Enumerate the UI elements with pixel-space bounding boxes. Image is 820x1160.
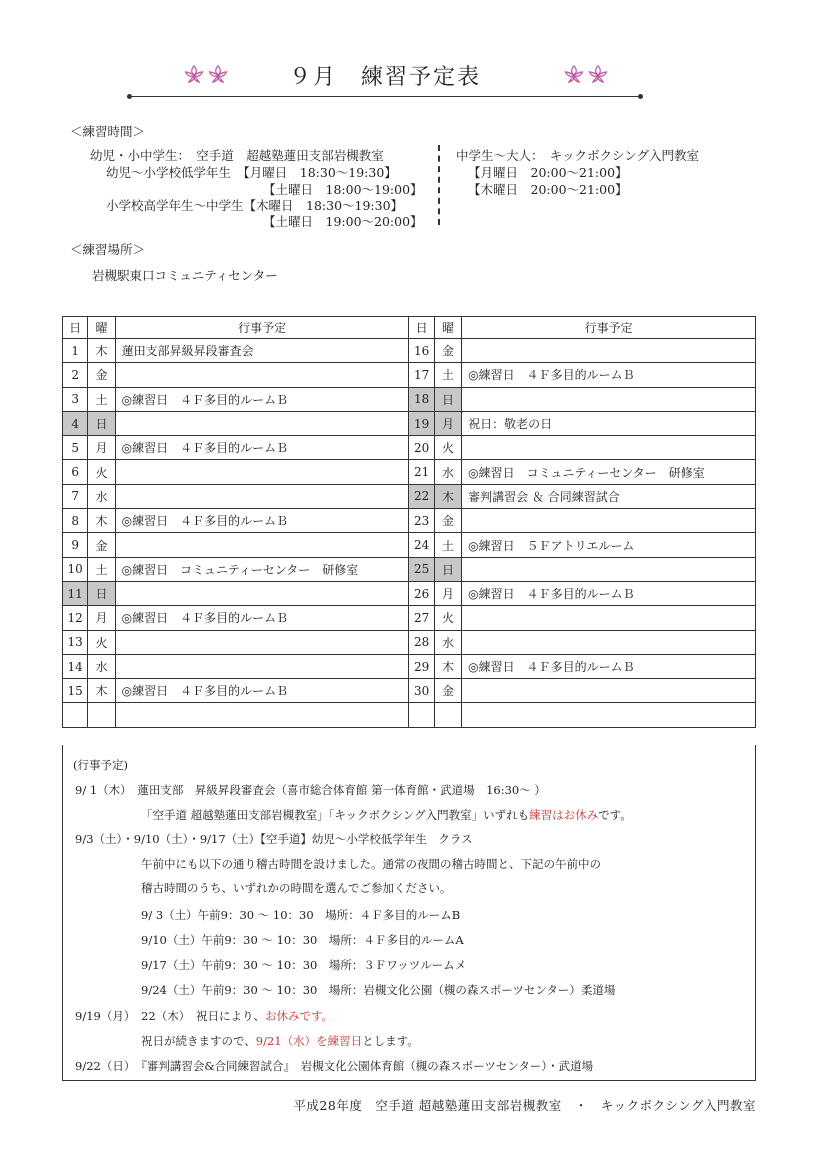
day-cell: 15 — [63, 679, 88, 703]
header-day: 日 — [409, 317, 434, 339]
weekday-cell: 火 — [88, 460, 115, 484]
day-cell: 28 — [409, 630, 434, 654]
table-row — [63, 533, 756, 557]
event-cell: 蓮田支部昇級昇段審査会 — [115, 339, 409, 363]
note-line: 9/10（土）午前9：30 ～ 10：30 場所：４Ｆ多目的ルームA — [141, 933, 464, 947]
time-line-1: 幼児・小中学生： 空手道 超越塾蓮田支部岩槻教室 — [90, 148, 384, 163]
header-weekday: 曜 — [434, 317, 461, 339]
table-row — [63, 460, 756, 484]
weekday-cell: 木 — [88, 339, 115, 363]
table-row — [63, 703, 756, 727]
weekday-cell: 金 — [88, 533, 115, 557]
day-cell: 11 — [63, 581, 88, 605]
weekday-cell: 木 — [88, 679, 115, 703]
event-cell — [462, 339, 756, 363]
day-cell: 3 — [63, 387, 88, 411]
day-cell: 16 — [409, 339, 434, 363]
time-line-4: 小学校高学年生～中学生【木曜日 18:30～19:30】 — [106, 198, 404, 213]
day-cell: 10 — [63, 557, 88, 581]
weekday-cell: 土 — [434, 533, 461, 557]
header-weekday: 曜 — [88, 317, 115, 339]
weekday-cell — [88, 703, 115, 727]
day-cell: 20 — [409, 436, 434, 460]
notes-heading: (行事予定) — [73, 758, 128, 772]
note-line: 9/ 3（土）午前9：30 ～ 10：30 場所：４Ｆ多目的ルームB — [141, 908, 461, 922]
weekday-cell: 月 — [434, 581, 461, 605]
table-row — [63, 606, 756, 630]
event-cell — [462, 509, 756, 533]
day-cell: 7 — [63, 484, 88, 508]
day-cell: 4 — [63, 411, 88, 435]
weekday-cell: 水 — [434, 630, 461, 654]
day-cell: 14 — [63, 654, 88, 678]
weekday-cell: 土 — [88, 387, 115, 411]
note-text: とします。 — [362, 1034, 419, 1048]
table-header-row — [63, 317, 756, 339]
table-row — [63, 509, 756, 533]
day-cell: 8 — [63, 509, 88, 533]
event-cell — [462, 703, 756, 727]
event-cell: ◎練習日 コミュニティーセンター 研修室 — [115, 557, 409, 581]
event-cell — [115, 484, 409, 508]
day-cell: 21 — [409, 460, 434, 484]
table-row — [63, 387, 756, 411]
event-cell: 祝日：敬老の日 — [462, 411, 756, 435]
time-line-5: 【土曜日 19:00～20:00】 — [263, 214, 423, 229]
header-event: 行事予定 — [115, 317, 409, 339]
event-cell — [462, 606, 756, 630]
event-cell — [462, 436, 756, 460]
table-row — [63, 679, 756, 703]
table-row — [63, 484, 756, 508]
day-cell: 26 — [409, 581, 434, 605]
note-highlight: 練習はお休み — [529, 808, 599, 822]
event-cell: ◎練習日 ４Ｆ多目的ルームＢ — [115, 606, 409, 630]
table-row — [63, 363, 756, 387]
weekday-cell: 木 — [434, 654, 461, 678]
kick-line-3: 【木曜日 20:00～21:00】 — [468, 182, 628, 197]
header-day: 日 — [63, 317, 88, 339]
weekday-cell: 日 — [88, 411, 115, 435]
event-cell: ◎練習日 ４Ｆ多目的ルームＢ — [115, 387, 409, 411]
note-line — [75, 1008, 333, 1024]
weekday-cell: 月 — [434, 411, 461, 435]
event-cell — [462, 630, 756, 654]
event-cell: ◎練習日 コミュニティーセンター 研修室 — [462, 460, 756, 484]
time-line-3: 【土曜日 18:00～19:00】 — [263, 182, 423, 197]
schedule-table — [62, 316, 756, 728]
day-cell: 1 — [63, 339, 88, 363]
event-cell — [115, 581, 409, 605]
event-cell — [115, 363, 409, 387]
note-line: 9/3（土）・9/10（土）・9/17（土）【空手道】幼児～小学校低学年生 クラス — [75, 832, 473, 846]
day-cell: 2 — [63, 363, 88, 387]
event-cell — [115, 460, 409, 484]
title-underline — [130, 96, 640, 97]
table-row — [63, 654, 756, 678]
weekday-cell: 月 — [88, 436, 115, 460]
event-cell — [115, 703, 409, 727]
event-cell: ◎練習日 ４Ｆ多目的ルームＢ — [115, 679, 409, 703]
page-title: ９月 練習予定表 — [288, 65, 481, 90]
note-text: 祝日が続きますので、 — [141, 1034, 256, 1048]
weekday-cell: 金 — [88, 363, 115, 387]
table-row — [63, 581, 756, 605]
weekday-cell: 木 — [88, 509, 115, 533]
title-block — [130, 52, 640, 100]
event-cell: ◎練習日 ４Ｆ多目的ルームＢ — [462, 363, 756, 387]
weekday-cell: 月 — [88, 606, 115, 630]
weekday-cell: 火 — [434, 436, 461, 460]
table-row — [63, 339, 756, 363]
time-line-2: 幼児～小学校低学年生 【月曜日 18:30～19:30】 — [106, 165, 397, 180]
weekday-cell — [434, 703, 461, 727]
event-cell: 審判講習会 ＆ 合同練習試合 — [462, 484, 756, 508]
note-line: 9/17（土）午前9：30 ～ 10：30 場所：３Ｆワッツルームメ — [141, 958, 467, 972]
column-divider — [438, 145, 440, 225]
weekday-cell: 日 — [88, 581, 115, 605]
weekday-cell: 水 — [434, 460, 461, 484]
event-cell: ◎練習日 ４Ｆ多目的ルームＢ — [462, 581, 756, 605]
weekday-cell: 金 — [434, 679, 461, 703]
event-cell: ◎練習日 ４Ｆ多目的ルームＢ — [115, 436, 409, 460]
weekday-cell: 水 — [88, 484, 115, 508]
place-name: 岩槻駅東口コミュニティセンター — [92, 268, 278, 283]
note-highlight: お休みです。 — [264, 1009, 334, 1023]
note-text: 「空手道 超越塾蓮田支部岩槻教室」「キックボクシング入門教室」いずれも — [141, 808, 530, 822]
day-cell: 22 — [409, 484, 434, 508]
weekday-cell: 火 — [434, 606, 461, 630]
note-line — [141, 807, 632, 823]
footer: 平成28年度 空手道 超越塾蓮田支部岩槻教室 ・ キックボクシング入門教室 — [293, 1098, 756, 1113]
day-cell: 9 — [63, 533, 88, 557]
day-cell — [63, 703, 88, 727]
table-row — [63, 411, 756, 435]
event-cell — [115, 630, 409, 654]
event-cell — [462, 557, 756, 581]
section-heading-place: ＜練習場所＞ — [70, 242, 146, 257]
note-line — [141, 1033, 419, 1049]
notes-box — [62, 745, 756, 1081]
event-cell: ◎練習日 ４Ｆ多目的ルームＢ — [462, 654, 756, 678]
day-cell: 5 — [63, 436, 88, 460]
table-row — [63, 557, 756, 581]
day-cell: 12 — [63, 606, 88, 630]
day-cell: 30 — [409, 679, 434, 703]
note-line: 9/22（日） 『審判講習会&合同練習試合』 岩槻文化公園体育館（槻の森スポーツセンター）・武道場 — [75, 1059, 594, 1073]
event-cell: ◎練習日 ５Ｆアトリエルーム — [462, 533, 756, 557]
event-cell — [462, 679, 756, 703]
day-cell: 19 — [409, 411, 434, 435]
weekday-cell: 金 — [434, 339, 461, 363]
note-highlight: 9/21（水）を練習日 — [255, 1034, 363, 1048]
note-line: 午前中にも以下の通り稽古時間を設けました。通常の夜間の稽古時間と、下記の午前中の — [141, 857, 601, 871]
weekday-cell: 日 — [434, 557, 461, 581]
kick-line-2: 【月曜日 20:00～21:00】 — [468, 165, 628, 180]
day-cell — [409, 703, 434, 727]
day-cell: 18 — [409, 387, 434, 411]
weekday-cell: 金 — [434, 509, 461, 533]
event-cell — [462, 387, 756, 411]
day-cell: 29 — [409, 654, 434, 678]
note-text: 9/19（月） 22（木） 祝日により、 — [75, 1009, 265, 1023]
event-cell — [115, 411, 409, 435]
note-text: です。 — [598, 808, 632, 822]
table-row — [63, 436, 756, 460]
weekday-cell: 木 — [434, 484, 461, 508]
event-cell — [115, 533, 409, 557]
day-cell: 24 — [409, 533, 434, 557]
weekday-cell: 水 — [88, 654, 115, 678]
flower-ornament-right-icon — [560, 60, 612, 90]
day-cell: 23 — [409, 509, 434, 533]
day-cell: 25 — [409, 557, 434, 581]
header-event: 行事予定 — [462, 317, 756, 339]
note-line: 9/24（土）午前9：30 ～ 10：30 場所：岩槻文化公園（槻の森スポーツセンター）柔道場 — [141, 983, 616, 997]
day-cell: 17 — [409, 363, 434, 387]
section-heading-time: ＜練習時間＞ — [70, 124, 146, 139]
weekday-cell: 火 — [88, 630, 115, 654]
day-cell: 27 — [409, 606, 434, 630]
kick-line-1: 中学生～大人： キックボクシング入門教室 — [456, 148, 699, 163]
note-line: 9/ 1（木） 蓮田支部 昇級昇段審査会（喜市総合体育館 第一体育館・武道場 16:30～ ） — [75, 783, 546, 797]
weekday-cell: 土 — [434, 363, 461, 387]
event-cell: ◎練習日 ４Ｆ多目的ルームＢ — [115, 509, 409, 533]
note-line: 稽古時間のうち、いずれかの時間を選んでご参加ください。 — [141, 881, 452, 895]
weekday-cell: 土 — [88, 557, 115, 581]
table-row — [63, 630, 756, 654]
event-cell — [115, 654, 409, 678]
weekday-cell: 日 — [434, 387, 461, 411]
day-cell: 6 — [63, 460, 88, 484]
day-cell: 13 — [63, 630, 88, 654]
